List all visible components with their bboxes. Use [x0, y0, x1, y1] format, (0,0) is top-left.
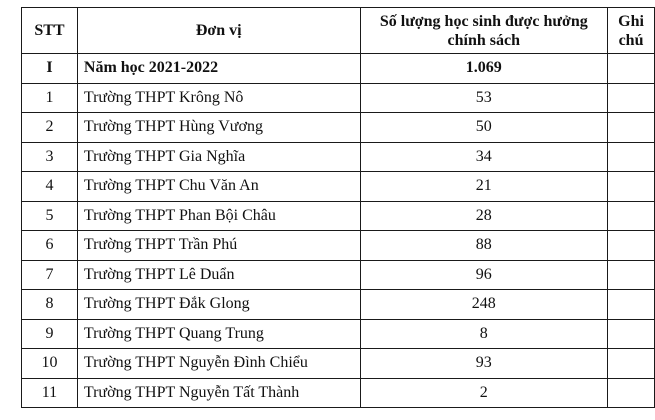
row-count: 96	[360, 260, 608, 290]
row-stt: 5	[22, 201, 78, 231]
row-unit: Trường THPT Quang Trung	[77, 319, 360, 349]
row-stt: 4	[22, 172, 78, 202]
row-note	[608, 172, 655, 202]
row-count: 50	[360, 113, 608, 143]
row-unit: Trường THPT Hùng Vương	[77, 113, 360, 143]
row-unit: Trường THPT Phan Bội Châu	[77, 201, 360, 231]
table-row	[22, 172, 655, 202]
row-note	[608, 290, 655, 320]
table-row	[22, 142, 655, 172]
section-note	[608, 54, 655, 84]
row-stt: 7	[22, 260, 78, 290]
row-note	[608, 113, 655, 143]
section-title: Năm học 2021-2022	[77, 54, 360, 84]
row-count: 21	[360, 172, 608, 202]
row-stt: 11	[22, 378, 78, 408]
row-stt: 10	[22, 349, 78, 379]
table-row	[22, 113, 655, 143]
row-note	[608, 83, 655, 113]
row-unit: Trường THPT Krông Nô	[77, 83, 360, 113]
row-count: 53	[360, 83, 608, 113]
row-count: 248	[360, 290, 608, 320]
row-note	[608, 378, 655, 408]
row-unit: Trường THPT Đắk Glong	[77, 290, 360, 320]
table-row	[22, 319, 655, 349]
table-row	[22, 378, 655, 408]
row-note	[608, 142, 655, 172]
table-row	[22, 83, 655, 113]
header-unit: Đơn vị	[77, 8, 360, 54]
row-unit: Trường THPT Nguyễn Đình Chiểu	[77, 349, 360, 379]
row-stt: 2	[22, 113, 78, 143]
row-unit: Trường THPT Trần Phú	[77, 231, 360, 261]
row-stt: 3	[22, 142, 78, 172]
students-policy-table	[21, 7, 655, 408]
row-stt: 9	[22, 319, 78, 349]
table-row	[22, 290, 655, 320]
row-note	[608, 319, 655, 349]
section-total: 1.069	[360, 54, 608, 84]
row-note	[608, 201, 655, 231]
table-row	[22, 260, 655, 290]
row-count: 93	[360, 349, 608, 379]
row-count: 8	[360, 319, 608, 349]
row-count: 2	[360, 378, 608, 408]
table-row	[22, 231, 655, 261]
header-stt: STT	[22, 8, 78, 54]
section-stt: I	[22, 54, 78, 84]
table-row	[22, 201, 655, 231]
row-unit: Trường THPT Gia Nghĩa	[77, 142, 360, 172]
row-count: 88	[360, 231, 608, 261]
row-unit: Trường THPT Chu Văn An	[77, 172, 360, 202]
section-row	[22, 54, 655, 84]
row-count: 28	[360, 201, 608, 231]
row-note	[608, 231, 655, 261]
header-count: Số lượng học sinh được hưởng chính sách	[360, 8, 608, 54]
table-row	[22, 349, 655, 379]
header-note: Ghi chú	[608, 8, 655, 54]
row-stt: 6	[22, 231, 78, 261]
table-header-row	[22, 8, 655, 54]
row-unit: Trường THPT Nguyễn Tất Thành	[77, 378, 360, 408]
row-note	[608, 349, 655, 379]
row-note	[608, 260, 655, 290]
row-stt: 1	[22, 83, 78, 113]
row-stt: 8	[22, 290, 78, 320]
row-unit: Trường THPT Lê Duẩn	[77, 260, 360, 290]
row-count: 34	[360, 142, 608, 172]
